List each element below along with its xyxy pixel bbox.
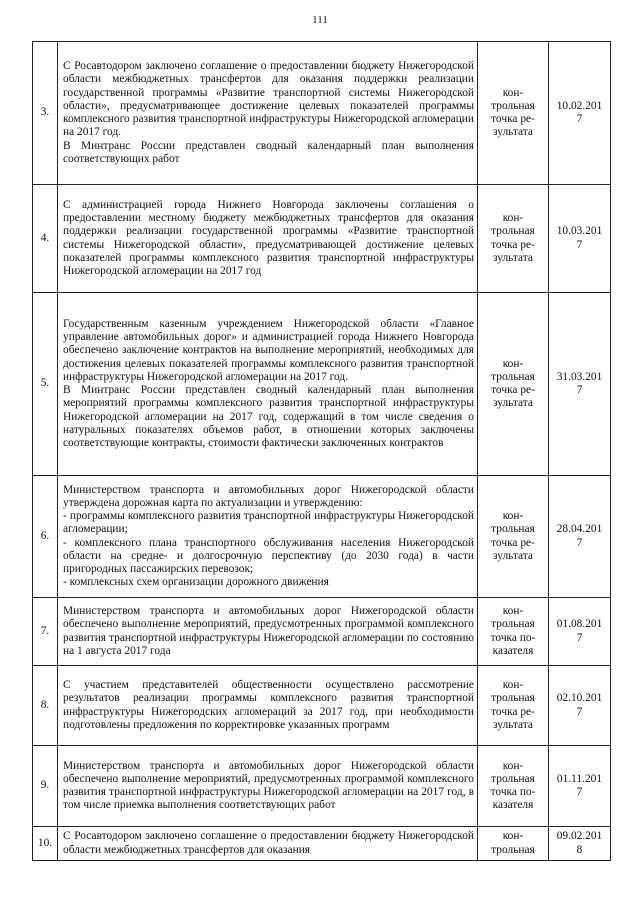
row-number: 5.: [33, 293, 58, 476]
table-row: [33, 827, 611, 861]
table-row: [33, 185, 611, 293]
row-date: 01.11.201 7: [549, 746, 611, 827]
row-description: Министерством транспорта и автомобильных дорог Нижегородской области утверждена дорожная карта по актуализации и утверждению: - программы комплексного развития транспортной инфраструктуры Нижегородской агломерации; - комплексного плана транспортного обслуживания населения Нижегородской области на средне- и долгосрочную перспективу (до 2030 года) в части пригородных пассажирских перевозок; - комплексных схем организации дорожного движения: [58, 476, 478, 598]
row-checkpoint-type: кон- трольная точка ре- зультата: [478, 185, 549, 293]
row-description: Государственным казенным учреждением Нижегородской области «Главное управление автомобильных дорог» и администрацией города Нижнего Новгорода обеспечено заключение контрактов на выполнение мероприятий, необходимых для достижения целевых показателей программы комплексного развития транспортной инфраструктуры Нижегородской агломерации на 2017 год. В Минтранс России представлен сводный календарный план выполнения мероприятий программы комплексного развития транспортной инфраструктуры Нижегородской агломерации на 2017 год, содержащий в том числе сведения о натуральных показателях объемов работ, в отношении которых заключены соответствующие контракты, стоимости фактически заключенных контрактов: [58, 293, 478, 476]
row-description: С администрацией города Нижнего Новгорода заключены соглашения о предоставлении местному бюджету межбюджетных трансфертов для оказания поддержки реализации государственной программы «Развитие транспортной системы Нижегородской области», предусматривающей достижение целевых показателей программы комплексного развития транспортной инфраструктуры Нижегородской агломерации на 2017 год: [58, 185, 478, 293]
row-date: 02.10.201 7: [549, 666, 611, 746]
row-number: 7.: [33, 598, 58, 666]
schedule-table: [32, 41, 611, 861]
row-date: 10.02.201 7: [549, 42, 611, 185]
row-checkpoint-type: кон- трольная точка ре- зультата: [478, 666, 549, 746]
row-date: 10.03.201 7: [549, 185, 611, 293]
row-number: 9.: [33, 746, 58, 827]
table-row: [33, 666, 611, 746]
page-number: 111: [312, 14, 328, 26]
row-checkpoint-type: кон- трольная точка по- казателя: [478, 746, 549, 827]
row-date: 28.04.201 7: [549, 476, 611, 598]
row-date: 31.03.201 7: [549, 293, 611, 476]
row-date: 09.02.201 8: [549, 827, 611, 861]
table-row: [33, 476, 611, 598]
row-number: 3.: [33, 42, 58, 185]
row-number: 6.: [33, 476, 58, 598]
row-description: С Росавтодором заключено соглашение о предоставлении бюджету Нижегородской области межбюджетных трансфертов для оказания: [58, 827, 478, 861]
row-description: С участием представителей общественности осуществлено рассмотрение результатов реализации программы комплексного развития транспортной инфраструктуры Нижегородских агломераций за 2017 год, при необходимости подготовлены предложения по корректировке указанных программ: [58, 666, 478, 746]
row-checkpoint-type: кон- трольная точка по- казателя: [478, 598, 549, 666]
row-checkpoint-type: кон- трольная: [478, 827, 549, 861]
table-row: [33, 293, 611, 476]
row-date: 01.08.201 7: [549, 598, 611, 666]
row-number: 4.: [33, 185, 58, 293]
table-row: [33, 42, 611, 185]
table-row: [33, 598, 611, 666]
row-description: С Росавтодором заключено соглашение о предоставлении бюджету Нижегородской области межбюджетных трансфертов для оказания поддержки реализации государственной программы «Развитие транспортной системы Нижегородской области», предусматривающее достижение целевых показателей программы комплексного развития транспортной инфраструктуры Нижегородской агломерации на 2017 год. В Минтранс России представлен сводный календарный план выполнения соответствующих работ: [58, 42, 478, 185]
row-checkpoint-type: кон- трольная точка ре- зультата: [478, 476, 549, 598]
row-description: Министерством транспорта и автомобильных дорог Нижегородской области обеспечено выполнение мероприятий, предусмотренных программой комплексного развития транспортной инфраструктуры Нижегородской агломерации на 2017 год, в том числе приемка выполнения соответствующих работ: [58, 746, 478, 827]
row-checkpoint-type: кон- трольная точка ре- зультата: [478, 293, 549, 476]
row-description: Министерством транспорта и автомобильных дорог Нижегородской области обеспечено выполнение мероприятий, предусмотренных программой комплексного развития транспортной инфраструктуры Нижегородской агломерации по состоянию на 1 августа 2017 года: [58, 598, 478, 666]
row-number: 10.: [33, 827, 58, 861]
row-checkpoint-type: кон- трольная точка ре- зультата: [478, 42, 549, 185]
row-number: 8.: [33, 666, 58, 746]
table-row: [33, 746, 611, 827]
